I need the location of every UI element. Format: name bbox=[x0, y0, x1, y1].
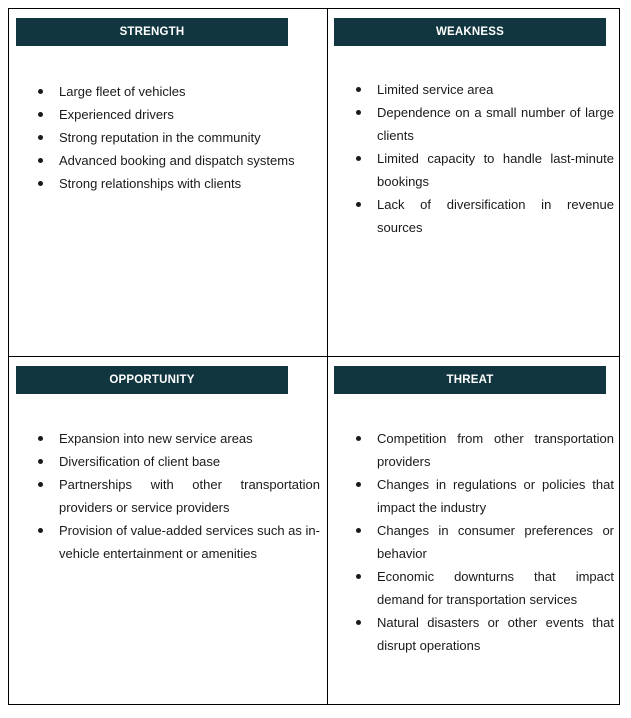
list-item: Limited capacity to handle last-minute bookings bbox=[356, 147, 614, 193]
strength-cell bbox=[9, 9, 327, 356]
list-item: Partnerships with other transportation providers or service providers bbox=[38, 473, 320, 519]
list-item: Diversification of client base bbox=[38, 450, 320, 473]
strength-header: STRENGTH bbox=[16, 18, 288, 46]
weakness-list bbox=[356, 78, 614, 239]
list-item: Experienced drivers bbox=[38, 103, 300, 126]
list-item: Large fleet of vehicles bbox=[38, 80, 300, 103]
list-item: Dependence on a small number of large clients bbox=[356, 101, 614, 147]
list-item: Changes in consumer preferences or behavior bbox=[356, 519, 614, 565]
threat-header: THREAT bbox=[334, 366, 606, 394]
weakness-header: WEAKNESS bbox=[334, 18, 606, 46]
list-item: Provision of value-added services such as in-vehicle entertainment or amenities bbox=[38, 519, 320, 565]
list-item: Limited service area bbox=[356, 78, 614, 101]
threat-list bbox=[356, 427, 614, 657]
list-item: Changes in regulations or policies that impact the industry bbox=[356, 473, 614, 519]
list-item: Competition from other transportation providers bbox=[356, 427, 614, 473]
list-item: Expansion into new service areas bbox=[38, 427, 320, 450]
list-item: Lack of diversification in revenue sources bbox=[356, 193, 614, 239]
list-item: Strong reputation in the community bbox=[38, 126, 300, 149]
strength-list bbox=[38, 80, 300, 195]
threat-cell bbox=[328, 357, 619, 704]
list-item: Natural disasters or other events that disrupt operations bbox=[356, 611, 614, 657]
list-item: Economic downturns that impact demand for transportation services bbox=[356, 565, 614, 611]
list-item: Strong relationships with clients bbox=[38, 172, 300, 195]
swot-table bbox=[8, 8, 620, 705]
opportunity-list bbox=[38, 427, 320, 565]
opportunity-header: OPPORTUNITY bbox=[16, 366, 288, 394]
weakness-cell bbox=[328, 9, 619, 356]
list-item: Advanced booking and dispatch systems bbox=[38, 149, 300, 172]
opportunity-cell bbox=[9, 357, 327, 704]
